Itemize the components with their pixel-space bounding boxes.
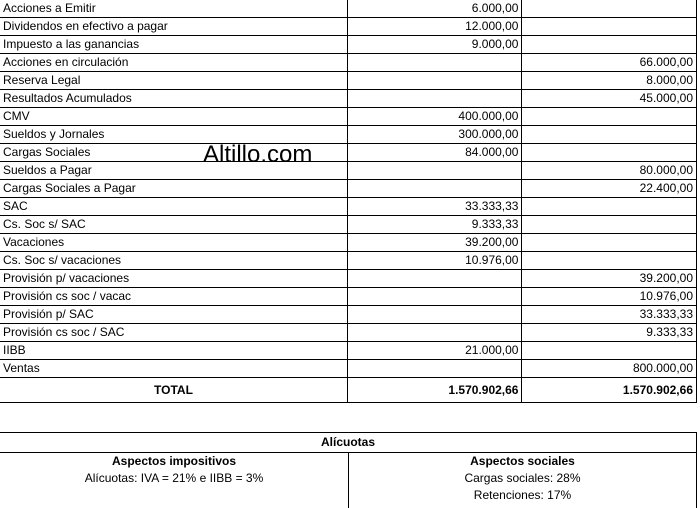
debe-amount: 39.200,00: [347, 234, 522, 252]
haber-amount: 66.000,00: [522, 54, 697, 72]
ledger-row: [0, 198, 697, 216]
haber-amount: 10.976,00: [522, 288, 697, 306]
account-name: SAC: [0, 198, 347, 216]
account-name: Provisión p/ SAC: [0, 306, 347, 324]
ledger-row: [0, 18, 697, 36]
debe-amount: 9.000,00: [347, 36, 522, 54]
debe-amount: [347, 360, 522, 378]
haber-amount: 33.333,33: [522, 306, 697, 324]
total-row: [0, 378, 697, 403]
account-name: Vacaciones: [0, 234, 347, 252]
debe-amount: 33.333,33: [347, 198, 522, 216]
debe-amount: 10.976,00: [347, 252, 522, 270]
aspectos-sociales: [349, 453, 696, 508]
ledger-row: [0, 306, 697, 324]
ledger-row: [0, 342, 697, 360]
haber-amount: [522, 234, 697, 252]
haber-amount: [522, 252, 697, 270]
ledger-row: [0, 144, 697, 162]
ledger-row: [0, 54, 697, 72]
debe-amount: 6.000,00: [347, 0, 522, 18]
ledger-row: [0, 216, 697, 234]
haber-amount: [522, 18, 697, 36]
account-name: IIBB: [0, 342, 347, 360]
debe-amount: [347, 180, 522, 198]
debe-amount: 12.000,00: [347, 18, 522, 36]
debe-amount: 84.000,00: [347, 144, 522, 162]
haber-amount: 80.000,00: [522, 162, 697, 180]
debe-amount: 400.000,00: [347, 108, 522, 126]
haber-amount: [522, 198, 697, 216]
haber-amount: 45.000,00: [522, 90, 697, 108]
account-name: Cargas Sociales: [0, 144, 347, 162]
ledger-row: [0, 360, 697, 378]
aspectos-sociales-line: Cargas sociales: 28%: [464, 471, 581, 485]
ledger-row: [0, 270, 697, 288]
ledger-row: [0, 126, 697, 144]
aspectos-impositivos: [0, 453, 349, 508]
account-name: Provisión p/ vacaciones: [0, 270, 347, 288]
haber-amount: 39.200,00: [522, 270, 697, 288]
debe-amount: [347, 270, 522, 288]
debe-amount: [347, 324, 522, 342]
haber-amount: [522, 342, 697, 360]
ledger-row: [0, 36, 697, 54]
total-debe: 1.570.902,66: [347, 378, 522, 403]
total-haber: 1.570.902,66: [522, 378, 697, 403]
account-name: CMV: [0, 108, 347, 126]
haber-amount: [522, 144, 697, 162]
haber-amount: [522, 108, 697, 126]
alicuotas-section: [0, 432, 697, 508]
account-name: Cs. Soc s/ vacaciones: [0, 252, 347, 270]
ledger-row: [0, 324, 697, 342]
debe-amount: 300.000,00: [347, 126, 522, 144]
haber-amount: 8.000,00: [522, 72, 697, 90]
ledger-row: [0, 108, 697, 126]
ledger-row: [0, 72, 697, 90]
debe-amount: [347, 306, 522, 324]
ledger-row: [0, 252, 697, 270]
haber-amount: [522, 126, 697, 144]
haber-amount: 22.400,00: [522, 180, 697, 198]
ledger-row: [0, 90, 697, 108]
ledger-row: [0, 234, 697, 252]
account-name: Ventas: [0, 360, 347, 378]
account-name: Provisión cs soc / SAC: [0, 324, 347, 342]
aspectos-sociales-heading: Aspectos sociales: [470, 454, 575, 468]
haber-amount: [522, 0, 697, 18]
haber-amount: 9.333,33: [522, 324, 697, 342]
account-name: Impuesto a las ganancias: [0, 36, 347, 54]
ledger-row: [0, 288, 697, 306]
ledger-row: [0, 180, 697, 198]
debe-amount: [347, 162, 522, 180]
account-name: Sueldos y Jornales: [0, 126, 347, 144]
account-name: Dividendos en efectivo a pagar: [0, 18, 347, 36]
debe-amount: 9.333,33: [347, 216, 522, 234]
aspectos-sociales-line: Retenciones: 17%: [473, 488, 572, 502]
debe-amount: [347, 54, 522, 72]
account-name: Acciones a Emitir: [0, 0, 347, 18]
debe-amount: [347, 72, 522, 90]
ledger-row: [0, 162, 697, 180]
account-name: Cargas Sociales a Pagar: [0, 180, 347, 198]
haber-amount: [522, 216, 697, 234]
aspectos-impositivos-heading: Aspectos impositivos: [111, 454, 237, 468]
ledger-row: [0, 0, 697, 18]
debe-amount: 21.000,00: [347, 342, 522, 360]
debe-amount: [347, 90, 522, 108]
account-name: Reserva Legal: [0, 72, 347, 90]
account-name: Sueldos a Pagar: [0, 162, 347, 180]
account-name: Acciones en circulación: [0, 54, 347, 72]
haber-amount: [522, 36, 697, 54]
watermark: Altillo.com: [203, 141, 313, 168]
account-name: Cs. Soc s/ SAC: [0, 216, 347, 234]
account-name: Resultados Acumulados: [0, 90, 347, 108]
total-label: TOTAL: [0, 378, 347, 403]
debe-amount: [347, 288, 522, 306]
alicuotas-title: Alícuotas: [0, 433, 696, 453]
haber-amount: 800.000,00: [522, 360, 697, 378]
aspectos-impositivos-line: Alícuotas: IVA = 21% e IIBB = 3%: [84, 471, 264, 485]
account-name: Provisión cs soc / vacac: [0, 288, 347, 306]
